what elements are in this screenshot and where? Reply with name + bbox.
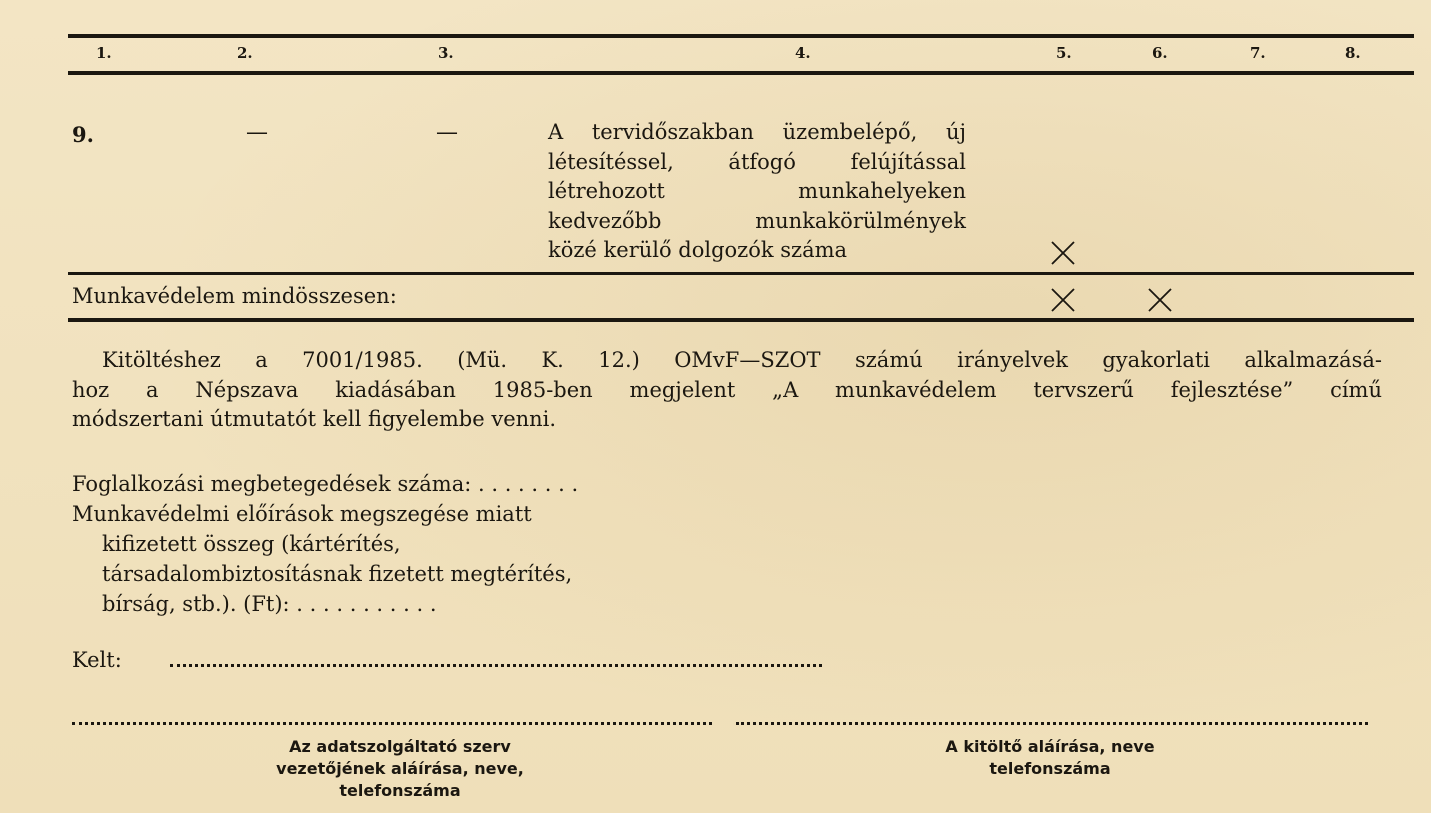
- column-number-7: 7.: [1250, 44, 1266, 62]
- right-signature-line: [736, 722, 1368, 725]
- right-signature-caption: [850, 736, 1250, 780]
- row-col3-dash: —: [436, 120, 458, 145]
- note-line: módszertani útmutatót kell figyelembe venni.: [72, 407, 557, 431]
- column-number-5: 5.: [1056, 44, 1072, 62]
- column-number-1: 1.: [96, 44, 112, 62]
- dated-label: Kelt:: [72, 648, 122, 672]
- note-line: hoz a Népszava kiadásában 1985-ben megjelent „A munkavédelem tervszerű fejlesztése” című: [72, 377, 1382, 402]
- row-description: [548, 118, 966, 266]
- column-number-8: 8.: [1345, 44, 1361, 62]
- row-separator-rule: [68, 272, 1414, 275]
- row-number: 9.: [72, 122, 94, 147]
- table-bottom-rule: [68, 318, 1414, 322]
- column-number-2: 2.: [237, 44, 253, 62]
- penalty-field-line: kifizetett összeg (kártérítés,: [102, 532, 401, 556]
- cross-mark-icon: [1050, 287, 1076, 313]
- header-bottom-rule: [68, 71, 1414, 75]
- caption-line: telefonszáma: [339, 781, 461, 800]
- row-description-line: A tervidőszakban üzembelépő, új: [548, 120, 966, 144]
- caption-line: telefonszáma: [989, 759, 1111, 778]
- row-description-line: kedvezőbb munkakörülmények: [548, 208, 966, 233]
- caption-line: A kitöltő aláírása, neve: [945, 737, 1155, 756]
- row-description-line: létrehozott munkahelyeken: [548, 179, 966, 203]
- column-number-3: 3.: [438, 44, 454, 62]
- column-number-6: 6.: [1152, 44, 1168, 62]
- left-signature-caption: [200, 736, 600, 802]
- penalty-field-line: Munkavédelmi előírások megszegése miatt: [72, 502, 532, 526]
- instruction-note: [72, 346, 1382, 435]
- row-col2-dash: —: [246, 120, 268, 145]
- penalty-field-line: bírság, stb.). (Ft): . . . . . . . . . . .: [102, 592, 437, 616]
- caption-line: vezetőjének aláírása, neve,: [276, 759, 524, 778]
- total-label: Munkavédelem mindösszesen:: [72, 284, 397, 308]
- left-signature-line: [72, 722, 712, 725]
- cross-mark-icon: [1050, 240, 1076, 266]
- row-description-line: létesítéssel, átfogó felújítással: [548, 149, 966, 174]
- note-line: Kitöltéshez a 7001/1985. (Mü. K. 12.) OMvF—SZOT számú irányelvek gyakorlati alkalmazásá-: [102, 348, 1382, 372]
- dated-dotted-line: [170, 664, 822, 667]
- penalty-field-line: társadalombiztosításnak fizetett megtérítés,: [102, 562, 573, 586]
- cross-mark-icon: [1147, 287, 1173, 313]
- column-number-4: 4.: [795, 44, 811, 62]
- header-top-rule: [68, 34, 1414, 38]
- row-description-line: közé kerülő dolgozók száma: [548, 238, 848, 262]
- occupational-diseases-field: Foglalkozási megbetegedések száma: . . . . . . . .: [72, 472, 579, 496]
- caption-line: Az adatszolgáltató szerv: [289, 737, 511, 756]
